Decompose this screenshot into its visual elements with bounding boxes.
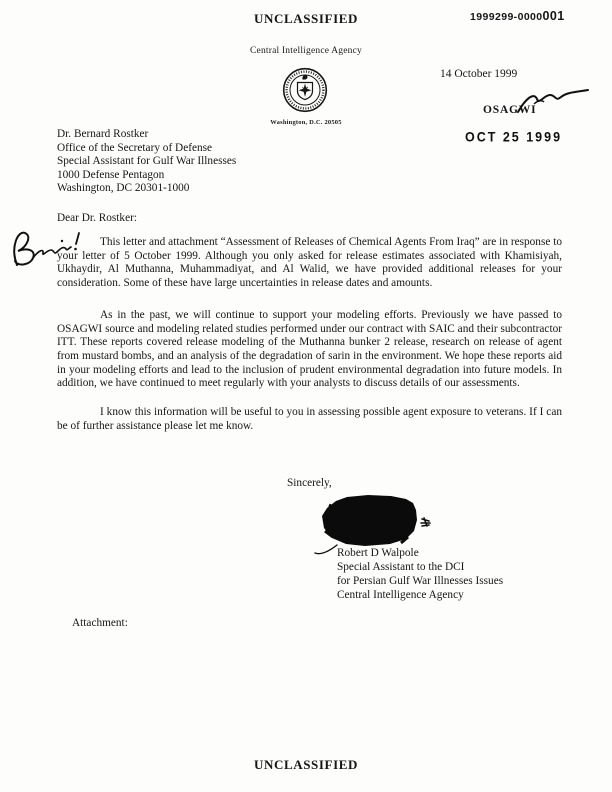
document-number-suffix: 001 [542, 9, 565, 23]
document-number [470, 9, 565, 23]
recipient-line: Dr. Bernard Rostker [57, 128, 149, 140]
body-paragraph-2: As in the past, we will continue to support your modeling efforts. Previously we have passed to OSAGWI source and modeling related studies performed under our contract with SAIC and their subcontractor ITT. These reports covered release modeling of the Muthanna bunker 2 release, research on release of agent from mustard bombs, and an analysis of the degradation of sarin in the environment. We hope these reports aid in your modeling efforts and lead to the inclusion of prudent environmental degradation into future models. In addition, we have continued to meet regularly with your analysts to discuss details of our assessments. [57, 308, 562, 390]
body-paragraph-3: I know this information will be useful to you in assessing possible agent exposure to veterans. If I can be of further assistance please let me know. [57, 406, 562, 432]
recipient-line: Washington, DC 20301-1000 [57, 182, 190, 195]
document-number-prefix: 1999299-0000 [470, 11, 543, 23]
signer-title-line: Special Assistant to the DCI [337, 561, 465, 573]
salutation: Dear Dr. Rostker: [57, 212, 137, 224]
attachment-label: Attachment: [72, 617, 128, 629]
osagwi-stamp: OSAGWI [483, 104, 537, 116]
classification-footer: UNCLASSIFIED [253, 757, 358, 772]
signature-block [337, 546, 503, 602]
recipient-line: Office of the Secretary of Defense [57, 141, 213, 154]
recipient-line: Special Assistant for Gulf War Illnesses [57, 155, 237, 168]
signer-name: Robert D Walpole [337, 547, 419, 559]
recipient-address-block [57, 128, 236, 196]
body-paragraph-1: This letter and attachment “Assessment of Releases of Chemical Agents From Iraq” are in response to your letter of 5 October 1999. Although you only asked for release estimates associated with Khamisiyah, Ukhaydir, Al Muthanna, Muhammadiyat, and Al Walid, we have provided additional releases for your consideration. Some of these have large uncertainties in release dates and amounts. [57, 236, 562, 290]
recipient-line: 1000 Defense Pentagon [57, 168, 165, 181]
cia-seal-icon [282, 66, 328, 114]
letterhead-location: Washington, D.C. 20505 [270, 119, 342, 126]
valediction: Sincerely, [287, 477, 332, 489]
received-date-stamp: OCT 25 1999 [465, 129, 563, 145]
handwritten-initials-scribble [514, 88, 592, 118]
classification-header: UNCLASSIFIED [253, 11, 358, 26]
letter-body [57, 236, 562, 433]
signer-title-line: Central Intelligence Agency [337, 589, 464, 601]
signer-title-line: for Persian Gulf War Illnesses Issues [337, 575, 504, 587]
letterhead-agency-name: Central Intelligence Agency [250, 46, 362, 56]
letter-date: 14 October 1999 [440, 68, 518, 80]
